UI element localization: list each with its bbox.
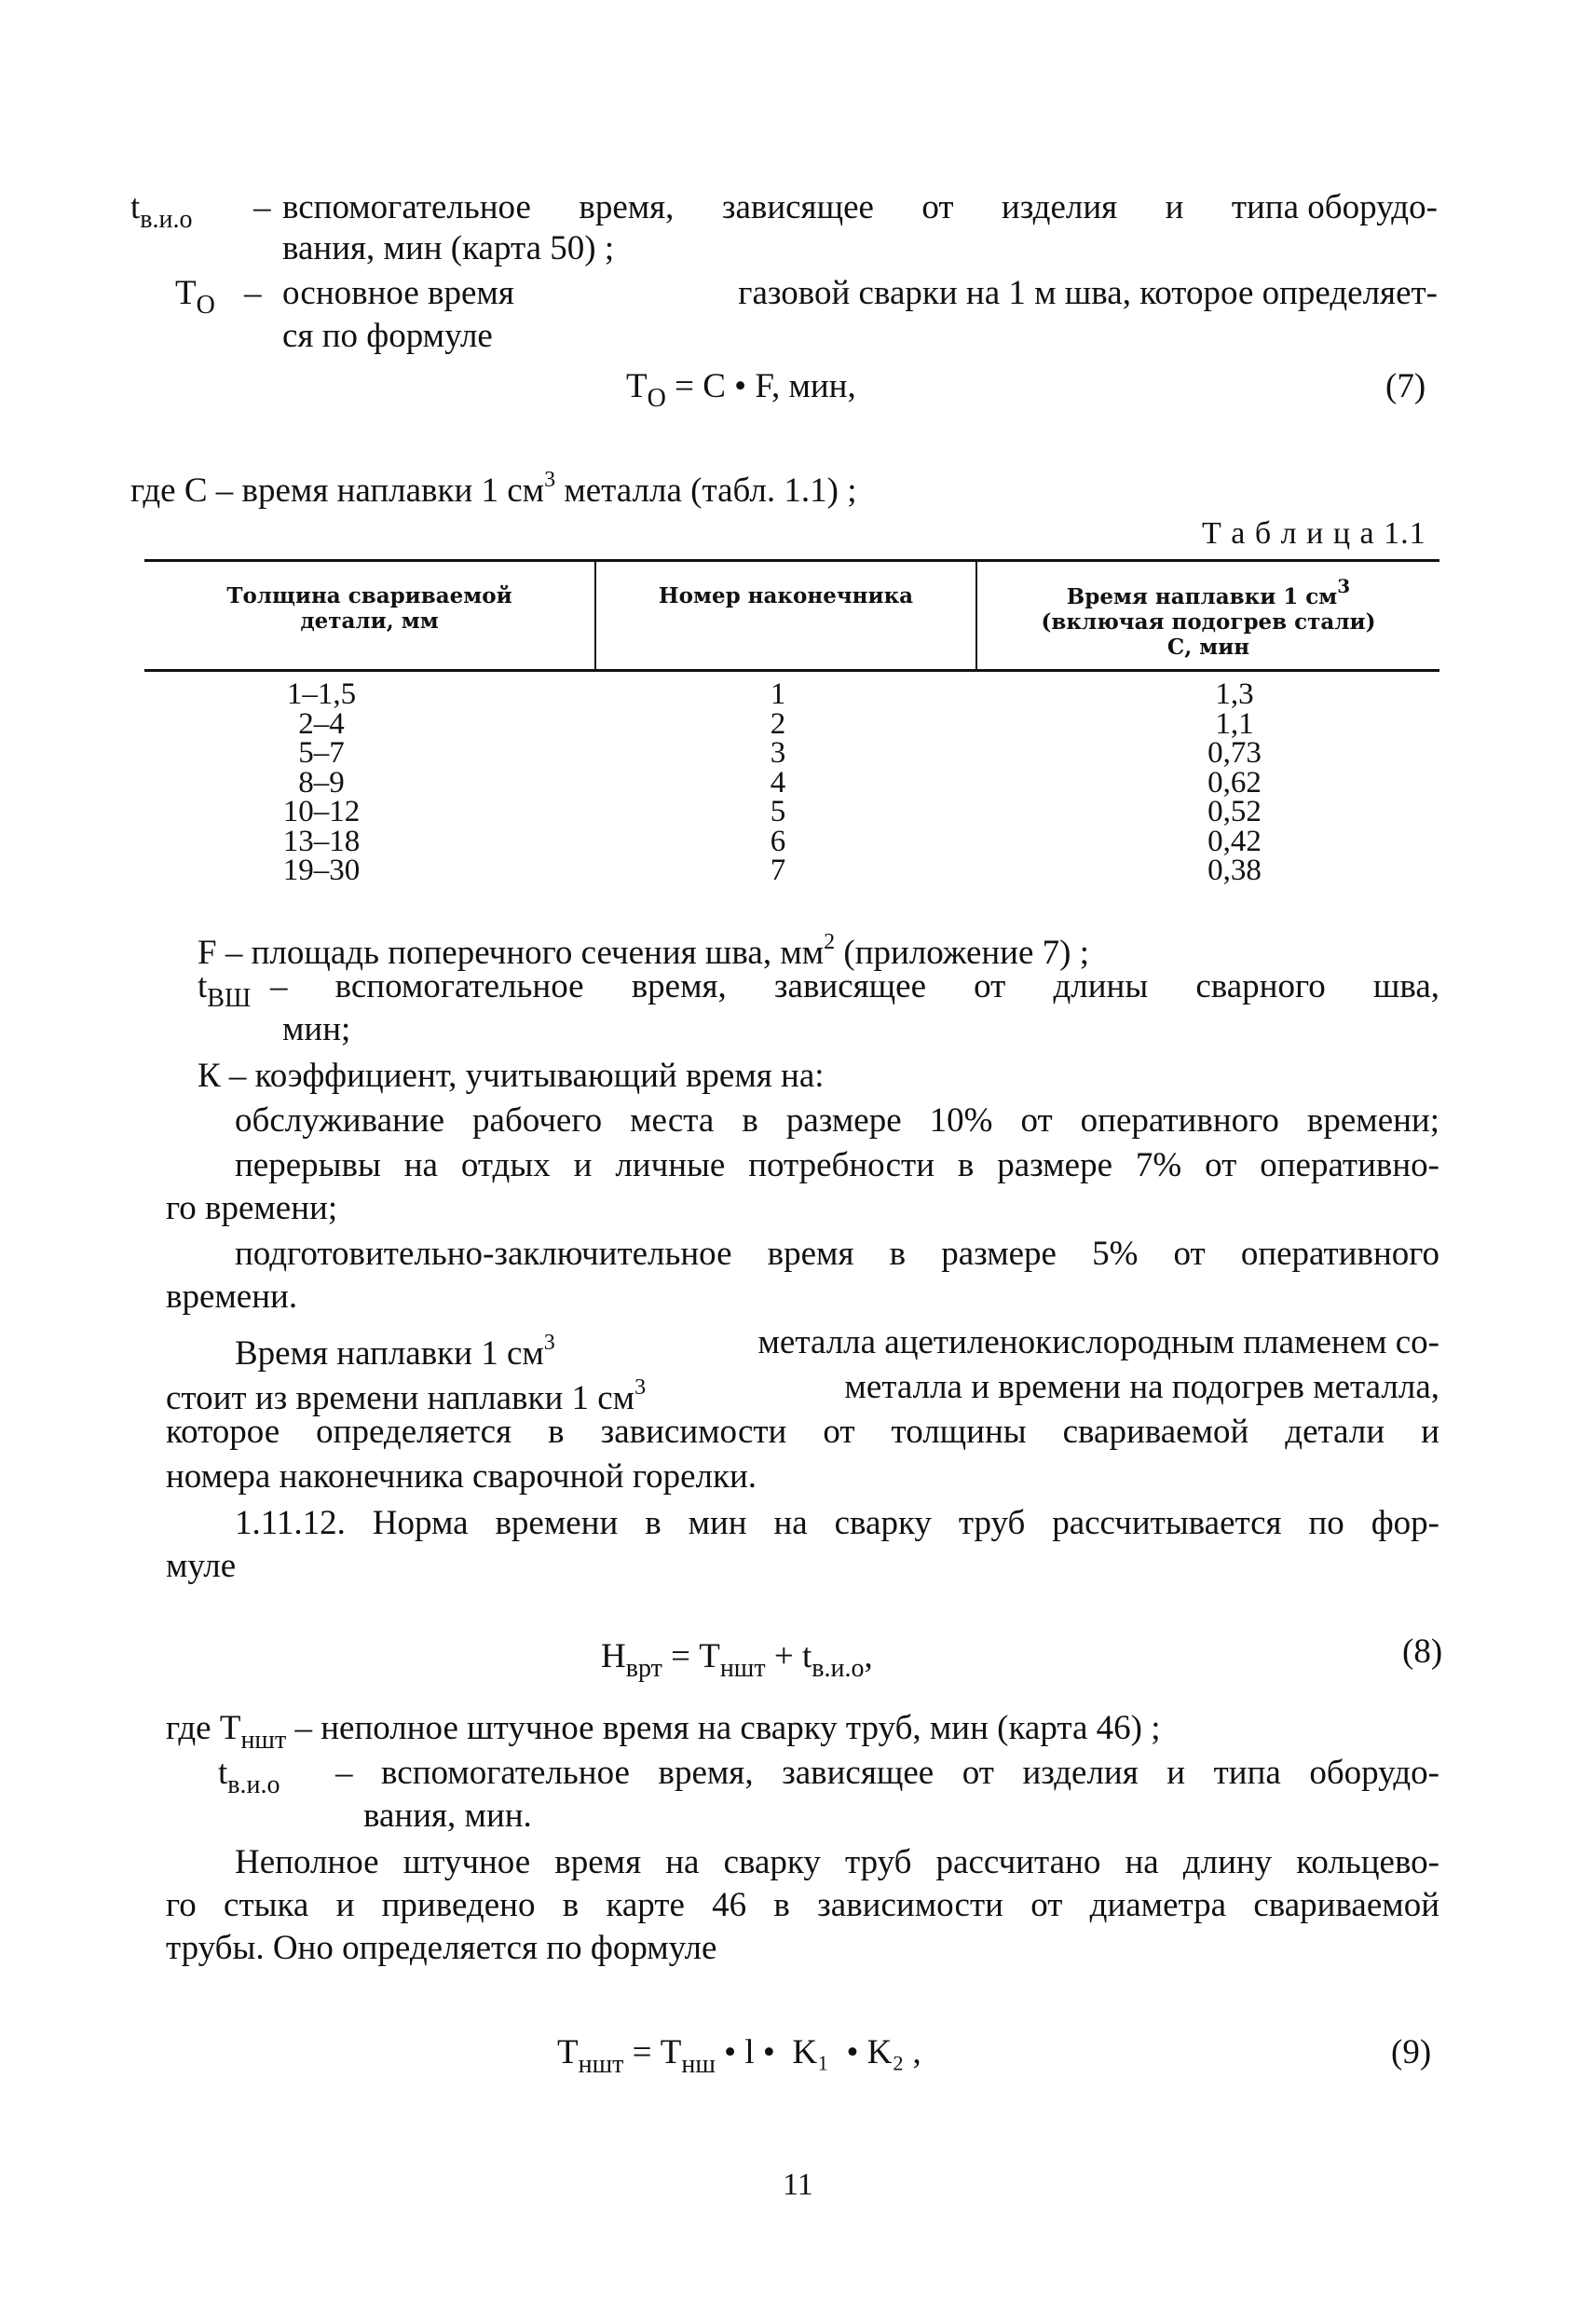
text-segment: газовой сварки на 1 м шва, которое определяет-: [738, 274, 1438, 312]
word: типа оборудо-: [1231, 188, 1438, 226]
table-cell: 0,52: [1207, 795, 1262, 828]
tvio2-symbol: t: [218, 1754, 228, 1792]
table-header-tip: [596, 583, 975, 608]
f-definition-tail: (приложение 7) ;: [835, 934, 1089, 972]
formula-8-number: (8): [1402, 1633, 1443, 1671]
text-segment: металла ацетиленокислородным пламенем со-: [757, 1323, 1439, 1361]
header-text: Время наплавки 1 см: [1066, 584, 1338, 609]
page-number: 11: [783, 2167, 813, 2202]
tnsht-subscript: ншт: [240, 1726, 287, 1755]
para2-line-2: муле: [166, 1547, 237, 1585]
para3-line-1: Неполное штучное время на сварку труб рассчитано на длину кольцево-: [235, 1843, 1439, 1881]
tnsht-text: где Т: [166, 1709, 241, 1747]
formula-8-h: Н: [601, 1637, 626, 1675]
superscript: 2: [824, 930, 836, 954]
table-header-thickness: [144, 583, 594, 634]
word: изделия: [1001, 188, 1118, 226]
formula-8-tv: t: [801, 1637, 812, 1675]
table-cell: 3: [770, 736, 786, 770]
word: время,: [579, 188, 675, 226]
to-symbol: T: [175, 274, 197, 312]
table-cell: 13–18: [282, 824, 361, 858]
k-item-3-line-1: подготовительно-заключительное время в размере 5% от оперативного: [235, 1235, 1439, 1273]
k-item-3-line-2: времени.: [166, 1278, 298, 1316]
c-definition-text: где С – время наплавки 1 см: [130, 472, 545, 510]
tvio-definition: [130, 186, 193, 241]
tvio2-subscript: в.и.о: [227, 1770, 280, 1799]
table-column-divider: [594, 559, 596, 671]
table-cell: 1–1,5: [286, 677, 357, 711]
formula-9-rest: • l • K₁ • K₂ ,: [715, 2033, 921, 2071]
to-line-1: [282, 272, 1438, 315]
word: и: [1165, 188, 1184, 226]
tvio-subscript: в.и.о: [140, 205, 193, 234]
formula-9-t2: Т: [660, 2033, 682, 2071]
formula-7-lhs: T: [626, 367, 648, 405]
formula-8-tv-sub: в.и.о: [812, 1654, 865, 1683]
formula-9-t-sub: ншт: [578, 2050, 624, 2079]
formula-7-lhs-sub: О: [647, 384, 666, 413]
header-line: Толщина свариваемой: [226, 583, 512, 608]
to-symbol-wrap: [175, 272, 215, 327]
table-cell: 0,62: [1207, 765, 1262, 800]
header-line: детали, мм: [300, 608, 439, 634]
tvio2-symbol-wrap: [218, 1752, 280, 1807]
formula-9-number: (9): [1391, 2033, 1432, 2071]
para3-line-2: го стыка и приведено в карте 46 в зависимости от диаметра свариваемой: [166, 1886, 1439, 1924]
formula-9-eq: =: [623, 2033, 661, 2071]
table-cell: 1,3: [1215, 677, 1254, 711]
table-header-time: [977, 574, 1439, 660]
k-definition: К – коэффициент, учитывающий время на:: [198, 1057, 825, 1095]
table-column-tip: [741, 677, 815, 887]
table-cell: 10–12: [282, 795, 361, 828]
k-item-2-line-1: перерывы на отдых и личные потребности в размере 7% от оперативно-: [235, 1146, 1439, 1184]
header-line: Номер наконечника: [658, 583, 914, 608]
to-subscript: О: [196, 291, 215, 320]
table-cell: 2: [770, 706, 786, 741]
f-definition-text: F – площадь поперечного сечения шва, мм: [198, 934, 825, 972]
formula-7: [626, 365, 856, 420]
formula-8-t-sub: ншт: [719, 1654, 766, 1683]
header-line: (включая подогрев стали): [1041, 609, 1376, 635]
para3-line-3: трубы. Оно определяется по формуле: [166, 1929, 717, 1967]
table-cell: 0,38: [1207, 854, 1262, 887]
table-cell: 7: [770, 854, 786, 887]
table-cell: 8–9: [298, 765, 345, 800]
header-line: [977, 574, 1439, 609]
tnsht-text-tail: – неполное штучное время на сварку труб, мин (карта 46) ;: [286, 1709, 1161, 1747]
table-top-rule: [144, 559, 1439, 562]
formula-8-h-sub: врт: [625, 1654, 662, 1683]
superscript: 3: [544, 468, 556, 492]
table-header-rule: [144, 669, 1439, 672]
formula-8-comma: ,: [864, 1637, 873, 1675]
tvsh-subscript: ВШ: [207, 984, 252, 1013]
text: Время наплавки 1 см: [235, 1334, 544, 1373]
table-cell: 5–7: [298, 736, 345, 770]
para1-line-3: которое определяется в зависимости от толщины свариваемой детали и: [166, 1413, 1439, 1451]
table-cell: 0,42: [1207, 824, 1262, 858]
table-column-thickness: [256, 677, 387, 887]
tvio-line-2: вания, мин (карта 50) ;: [282, 229, 615, 267]
table-cell: 5: [770, 795, 786, 828]
table-caption: Т а б л и ц а 1.1: [1202, 516, 1426, 551]
table-cell: 0,73: [1207, 736, 1262, 770]
para2-line-1: 1.11.12. Норма времени в мин на сварку труб рассчитывается по фор-: [235, 1504, 1439, 1542]
formula-8-plus: +: [765, 1637, 802, 1675]
word: от: [921, 188, 954, 226]
formula-9: [557, 2031, 921, 2086]
table-cell: 4: [770, 765, 786, 800]
c-definition-text-tail: металла (табл. 1.1) ;: [555, 472, 857, 510]
superscript: 3: [634, 1375, 647, 1400]
table-cell: 1,1: [1215, 706, 1254, 741]
superscript: 3: [543, 1331, 555, 1355]
formula-8: [601, 1635, 873, 1690]
k-item-1: обслуживание рабочего места в размере 10% от оперативного времени;: [235, 1101, 1439, 1140]
table-cell: 1: [770, 677, 786, 711]
formula-8-eq: =: [662, 1637, 700, 1675]
formula-8-t: Т: [699, 1637, 720, 1675]
para1-line-4: номера наконечника сварочной горелки.: [166, 1457, 757, 1496]
table-cell: 2–4: [298, 706, 345, 741]
tvsh-line-2: мин;: [282, 1010, 351, 1048]
to-dash: –: [244, 274, 262, 312]
formula-9-t: Т: [557, 2033, 579, 2071]
table-column-time: [1179, 677, 1290, 887]
text-segment: основное время: [282, 274, 514, 312]
c-definition: [130, 458, 856, 513]
to-line-2: ся по формуле: [282, 317, 493, 355]
tvsh-symbol-wrap: [198, 965, 251, 1020]
tvio2-line-2: вания, мин.: [363, 1797, 532, 1835]
tvio-dash: –: [253, 188, 271, 226]
word: зависящее: [721, 188, 874, 226]
formula-7-rhs: = C • F, мин,: [675, 367, 856, 405]
text: стоит из времени наплавки 1 см: [166, 1379, 635, 1417]
table-cell: 19–30: [282, 854, 361, 887]
table-1-1: [144, 559, 1439, 904]
tvio2-line-1: – вспомогательное время, зависящее от изделия и типа оборудо-: [335, 1754, 1439, 1792]
tvsh-line-1: – вспомогательное время, зависящее от длины сварного шва,: [270, 967, 1439, 1005]
k-item-2-line-2: го времени;: [166, 1189, 338, 1227]
tvsh-symbol: t: [198, 967, 208, 1005]
tvio-symbol: t: [130, 188, 141, 226]
text-segment: металла и времени на подогрев металла,: [844, 1368, 1439, 1406]
formula-9-t2-sub: нш: [681, 2050, 716, 2079]
word: вспомогательное: [282, 188, 531, 226]
tvio-line-1: [282, 186, 1438, 229]
formula-7-number: (7): [1385, 367, 1426, 405]
superscript: 3: [1337, 575, 1351, 597]
table-cell: 6: [770, 824, 786, 858]
header-line: С, мин: [1166, 635, 1250, 660]
